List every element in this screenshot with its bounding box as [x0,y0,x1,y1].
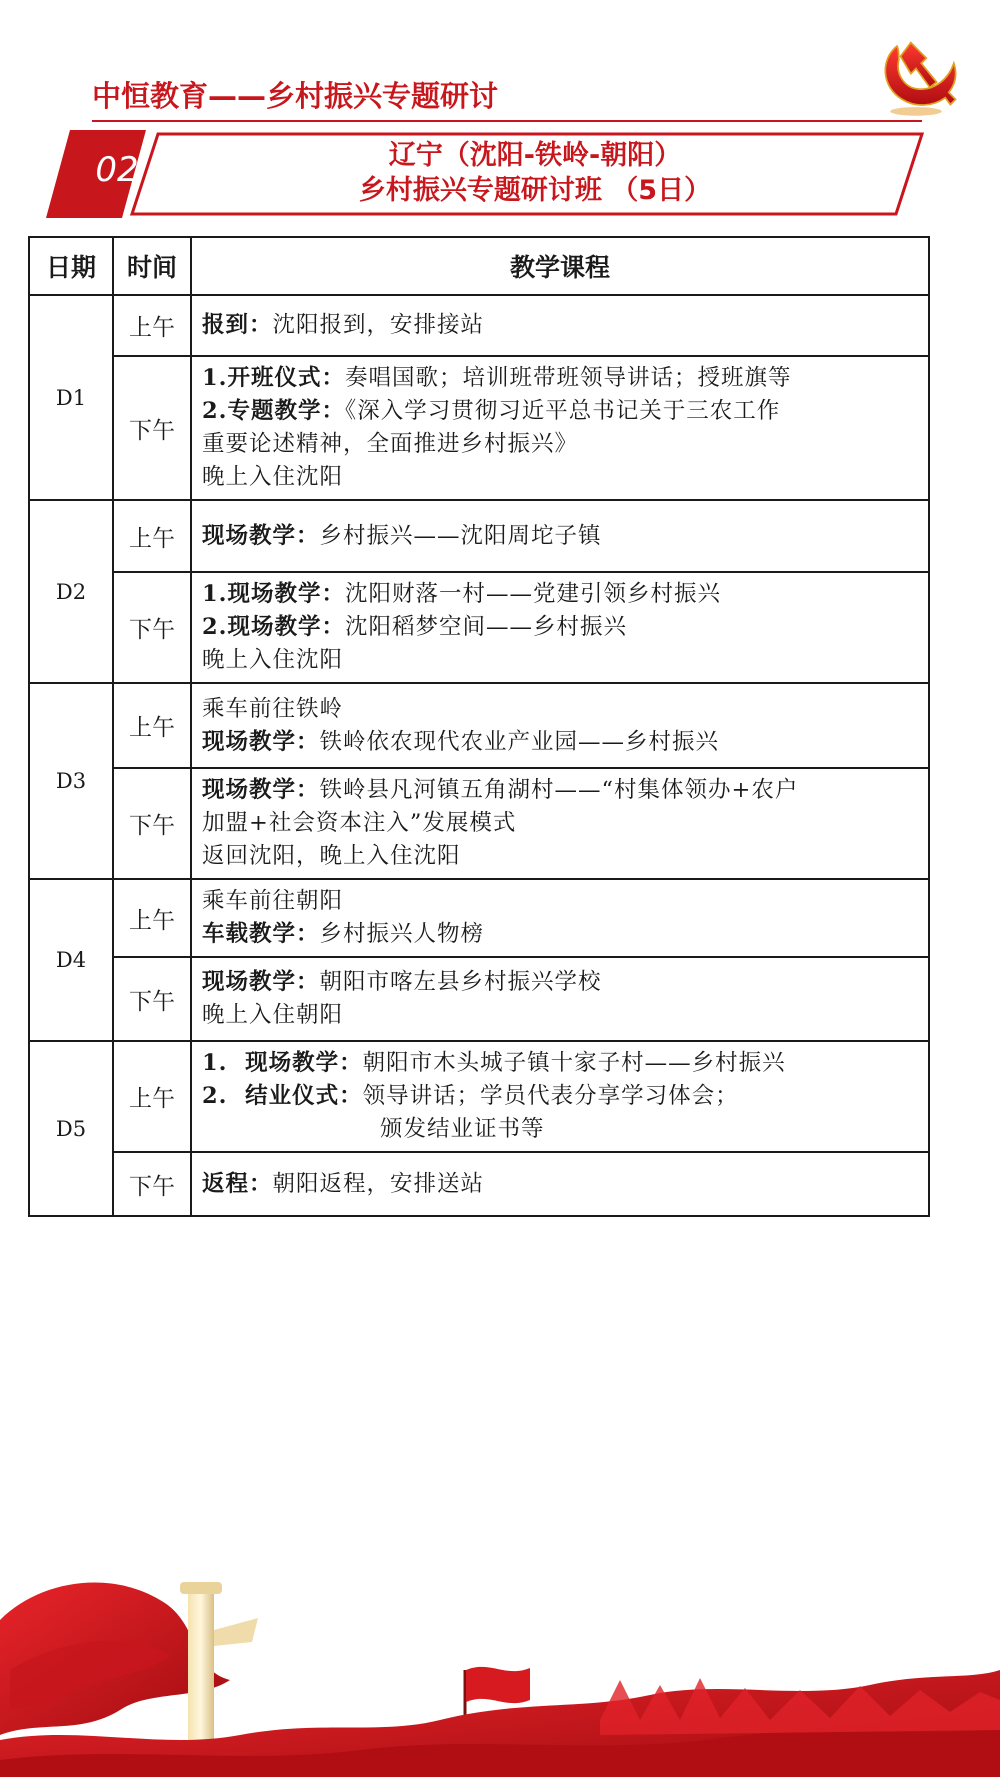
course-line [202,309,920,342]
page-header-title: 中恒教育——乡村振兴专题研讨 [92,79,499,113]
time-cell: 下午 [113,356,191,500]
header-date: 日期 [29,237,113,295]
course-line-text: 朝阳市木头城子镇十家子村——乡村振兴 [362,1050,786,1076]
time-cell: 下午 [113,957,191,1041]
course-line-text: 沈阳稻梦空间——乡村振兴 [345,614,628,640]
course-line-text: 颁发结业证书等 [380,1116,545,1142]
banner-number: 02 [95,150,139,190]
course-line-label: 2.专题教学： [202,398,345,424]
course-line-text: 朝阳返程，安排送站 [272,1170,485,1197]
course-line-label: 报到： [202,312,273,338]
course-line [202,611,920,644]
course-line-text: 铁岭县凡河镇五角湖村——“村集体领办+农户 [319,777,799,803]
table-row [29,768,929,879]
course-line [202,774,920,807]
course-line-text: 晚上入住沈阳 [202,464,344,490]
course-line [202,1047,920,1080]
party-emblem-icon [873,34,959,120]
course-line [202,1113,920,1146]
course-line-text: 《深入学习贯彻习近平总书记关于三农工作 [345,398,781,424]
course-line-text: 朝阳市喀左县乡村振兴学校 [319,969,602,995]
course-line [202,644,920,677]
course-line-label: 现场教学： [202,522,320,549]
course-line [202,966,920,999]
time-cell: 下午 [113,768,191,879]
table-row [29,356,929,500]
schedule-table [28,236,930,1217]
time-cell: 下午 [113,1152,191,1216]
time-cell: 上午 [113,295,191,356]
course-cell [191,683,929,768]
course-line-text: 奏唱国歌；培训班带班领导讲话；授班旗等 [345,365,792,391]
course-line-text: 沈阳报到，安排接站 [272,312,485,338]
red-flag-decoration [0,1560,1000,1777]
time-cell: 上午 [113,1041,191,1152]
course-cell [191,356,929,500]
course-line [202,726,920,759]
course-line-text: 重要论述精神，全面推进乡村振兴》 [202,431,579,457]
course-line-label: 1.现场教学： [202,581,345,607]
course-line-text: 乡村振兴——沈阳周坨子镇 [319,522,602,549]
day-cell: D3 [29,683,113,879]
course-line [202,520,920,553]
course-line [202,918,920,951]
table-row [29,683,929,768]
course-cell [191,500,929,572]
course-line-label: 现场教学： [245,1050,363,1076]
course-line-label: 现场教学： [202,777,320,803]
course-line [202,461,920,494]
course-cell [191,1152,929,1216]
course-line [202,578,920,611]
course-line-text: 铁岭依农现代农业产业园——乡村振兴 [319,728,720,755]
table-row [29,957,929,1041]
course-line-number: 2. [202,1083,246,1109]
course-line [202,807,920,840]
course-line-text: 沈阳财落一村——党建引领乡村振兴 [345,581,722,607]
time-cell: 上午 [113,879,191,957]
course-line-label: 返程： [202,1170,273,1197]
table-row [29,879,929,957]
table-row [29,1041,929,1152]
course-cell [191,768,929,879]
table-row [29,1152,929,1216]
course-line-label: 车载教学： [202,921,320,947]
table-row [29,295,929,356]
time-cell: 上午 [113,683,191,768]
course-line [202,885,920,918]
table-row [29,500,929,572]
course-cell [191,879,929,957]
course-line-label: 现场教学： [202,969,320,995]
course-line [202,362,920,395]
course-cell [191,295,929,356]
header-course: 教学课程 [191,237,929,295]
course-line-text: 晚上入住朝阳 [202,1002,344,1028]
time-cell: 上午 [113,500,191,572]
course-cell [191,957,929,1041]
course-cell [191,1041,929,1152]
day-cell: D5 [29,1041,113,1216]
time-cell: 下午 [113,572,191,683]
course-line [202,999,920,1032]
header-rule [92,120,922,122]
course-line-text: 乡村振兴人物榜 [319,921,485,947]
table-row [29,572,929,683]
course-line-number: 1. [202,1050,246,1076]
course-cell [191,572,929,683]
table-header-row [29,237,929,295]
course-line-text: 乘车前往朝阳 [202,888,344,914]
course-line [202,1080,920,1113]
course-line [202,395,920,428]
course-line-label: 2.现场教学： [202,614,345,640]
course-line-text: 乘车前往铁岭 [202,695,344,722]
course-line-text: 加盟+社会资本注入”发展模式 [202,810,517,836]
course-line [202,428,920,461]
course-line-text: 晚上入住沈阳 [202,647,344,673]
course-line-label: 现场教学： [202,728,320,755]
day-cell: D2 [29,500,113,683]
header-time: 时间 [113,237,191,295]
banner-title [160,138,910,208]
course-line [202,693,920,726]
banner-title-line1: 辽宁（沈阳-铁岭-朝阳） [388,140,682,171]
schedule-body [29,295,929,1216]
course-line-text: 领导讲话；学员代表分享学习体会； [362,1083,739,1109]
course-line [202,1168,920,1201]
day-cell: D1 [29,295,113,500]
course-line-text: 返回沈阳，晚上入住沈阳 [202,843,461,869]
course-line-label: 结业仪式： [245,1083,363,1109]
banner-title-line2: 乡村振兴专题研讨班 （5日） [358,175,712,206]
course-line [202,840,920,873]
course-line-label: 1.开班仪式： [202,365,345,391]
day-cell: D4 [29,879,113,1041]
